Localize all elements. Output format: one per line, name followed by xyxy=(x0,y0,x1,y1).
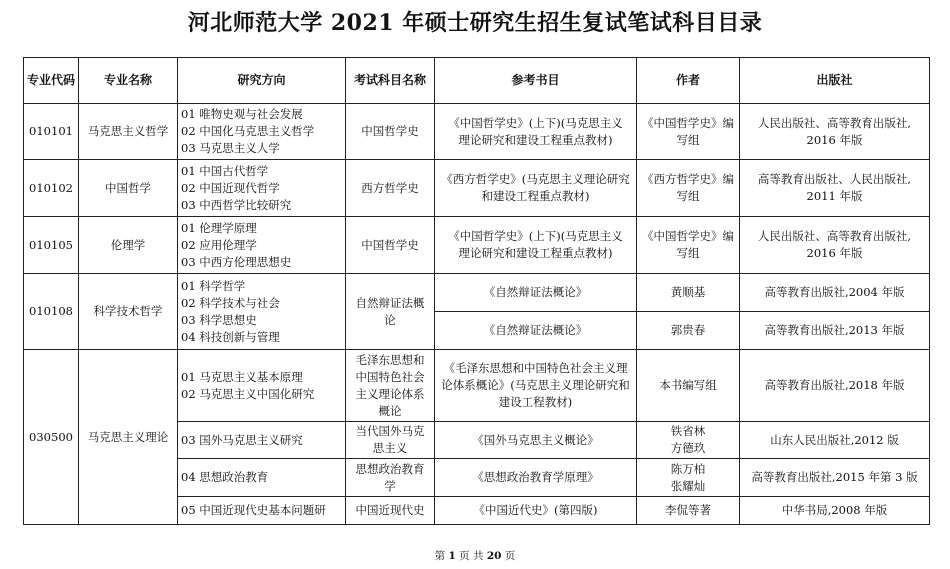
author: 《中国哲学史》编 写组 xyxy=(637,217,740,274)
exam-subject: 思想政治教育 学 xyxy=(346,459,435,497)
major-name: 科学技术哲学 xyxy=(79,274,178,350)
reference-book: 《西方哲学史》(马克思主义理论研究 和建设工程重点教材) xyxy=(435,160,637,217)
reference-book: 《自然辩证法概论》 xyxy=(435,274,637,312)
reference-book: 《中国哲学史》(上下)(马克思主义 理论研究和建设工程重点教材) xyxy=(435,217,637,274)
author: 铁省林 方德玖 xyxy=(637,422,740,459)
major-name: 马克思主义哲学 xyxy=(79,104,178,160)
reference-book: 《自然辩证法概论》 xyxy=(435,312,637,350)
major-code: 010105 xyxy=(24,217,79,274)
major-code: 030500 xyxy=(24,350,79,525)
publisher: 高等教育出版社,2013 年版 xyxy=(740,312,930,350)
table-row xyxy=(24,160,930,217)
table-row xyxy=(24,274,930,312)
current-page: 1 xyxy=(448,550,456,562)
exam-catalog-table xyxy=(23,57,930,525)
publisher: 高等教育出版社、人民出版社, 2011 年版 xyxy=(740,160,930,217)
table-row xyxy=(24,104,930,160)
major-name: 伦理学 xyxy=(79,217,178,274)
major-code: 010108 xyxy=(24,274,79,350)
header-author: 作者 xyxy=(637,58,740,104)
table-row xyxy=(24,217,930,274)
header-publisher: 出版社 xyxy=(740,58,930,104)
header-book: 参考书目 xyxy=(435,58,637,104)
header-direction: 研究方向 xyxy=(178,58,346,104)
author: 李侃等著 xyxy=(637,497,740,525)
header-code: 专业代码 xyxy=(24,58,79,104)
exam-subject: 中国近现代史 xyxy=(346,497,435,525)
research-directions: 05 中国近现代史基本问题研 xyxy=(178,497,346,525)
major-name: 马克思主义理论 xyxy=(79,350,178,525)
reference-book: 《中国近代史》(第四版) xyxy=(435,497,637,525)
research-directions: 01 科学哲学 02 科学技术与社会 03 科学思想史 04 科技创新与管理 xyxy=(178,274,346,350)
research-directions: 01 中国古代哲学 02 中国近现代哲学 03 中西哲学比较研究 xyxy=(178,160,346,217)
research-directions: 01 唯物史观与社会发展 02 中国化马克思主义哲学 03 马克思主义人学 xyxy=(178,104,346,160)
exam-subject: 西方哲学史 xyxy=(346,160,435,217)
reference-book: 《国外马克思主义概论》 xyxy=(435,422,637,459)
exam-subject: 毛泽东思想和 中国特色社会 主义理论体系 概论 xyxy=(346,350,435,422)
author: 黄顺基 xyxy=(637,274,740,312)
publisher: 人民出版社、高等教育出版社, 2016 年版 xyxy=(740,217,930,274)
research-directions: 04 思想政治教育 xyxy=(178,459,346,497)
publisher: 山东人民出版社,2012 版 xyxy=(740,422,930,459)
author: 陈万柏 张耀灿 xyxy=(637,459,740,497)
exam-subject: 当代国外马克 思主义 xyxy=(346,422,435,459)
research-directions: 03 国外马克思主义研究 xyxy=(178,422,346,459)
publisher: 高等教育出版社,2004 年版 xyxy=(740,274,930,312)
reference-book: 《毛泽东思想和中国特色社会主义理 论体系概论》(马克思主义理论研究和 建设工程教材) xyxy=(435,350,637,422)
author: 本书编写组 xyxy=(637,350,740,422)
page-title: 河北师范大学 2021 年硕士研究生招生复试笔试科目目录 xyxy=(187,10,763,36)
author: 《中国哲学史》编 写组 xyxy=(637,104,740,160)
major-name: 中国哲学 xyxy=(79,160,178,217)
reference-book: 《中国哲学史》(上下)(马克思主义 理论研究和建设工程重点教材) xyxy=(435,104,637,160)
publisher: 人民出版社、高等教育出版社, 2016 年版 xyxy=(740,104,930,160)
table-row xyxy=(24,350,930,422)
exam-subject: 自然辩证法概 论 xyxy=(346,274,435,350)
table-header-row xyxy=(24,58,930,104)
publisher: 高等教育出版社,2018 年版 xyxy=(740,350,930,422)
page-footer: 第 1 页 共 20 页 xyxy=(434,550,516,562)
exam-subject: 中国哲学史 xyxy=(346,104,435,160)
publisher: 中华书局,2008 年版 xyxy=(740,497,930,525)
author: 郭贵春 xyxy=(637,312,740,350)
author: 《西方哲学史》编 写组 xyxy=(637,160,740,217)
header-subject: 考试科目名称 xyxy=(346,58,435,104)
reference-book: 《思想政治教育学原理》 xyxy=(435,459,637,497)
research-directions: 01 伦理学原理 02 应用伦理学 03 中西方伦理思想史 xyxy=(178,217,346,274)
research-directions: 01 马克思主义基本原理 02 马克思主义中国化研究 xyxy=(178,350,346,422)
total-pages: 20 xyxy=(486,550,502,562)
major-code: 010102 xyxy=(24,160,79,217)
major-code: 010101 xyxy=(24,104,79,160)
exam-subject: 中国哲学史 xyxy=(346,217,435,274)
header-major: 专业名称 xyxy=(79,58,178,104)
publisher: 高等教育出版社,2015 年第 3 版 xyxy=(740,459,930,497)
